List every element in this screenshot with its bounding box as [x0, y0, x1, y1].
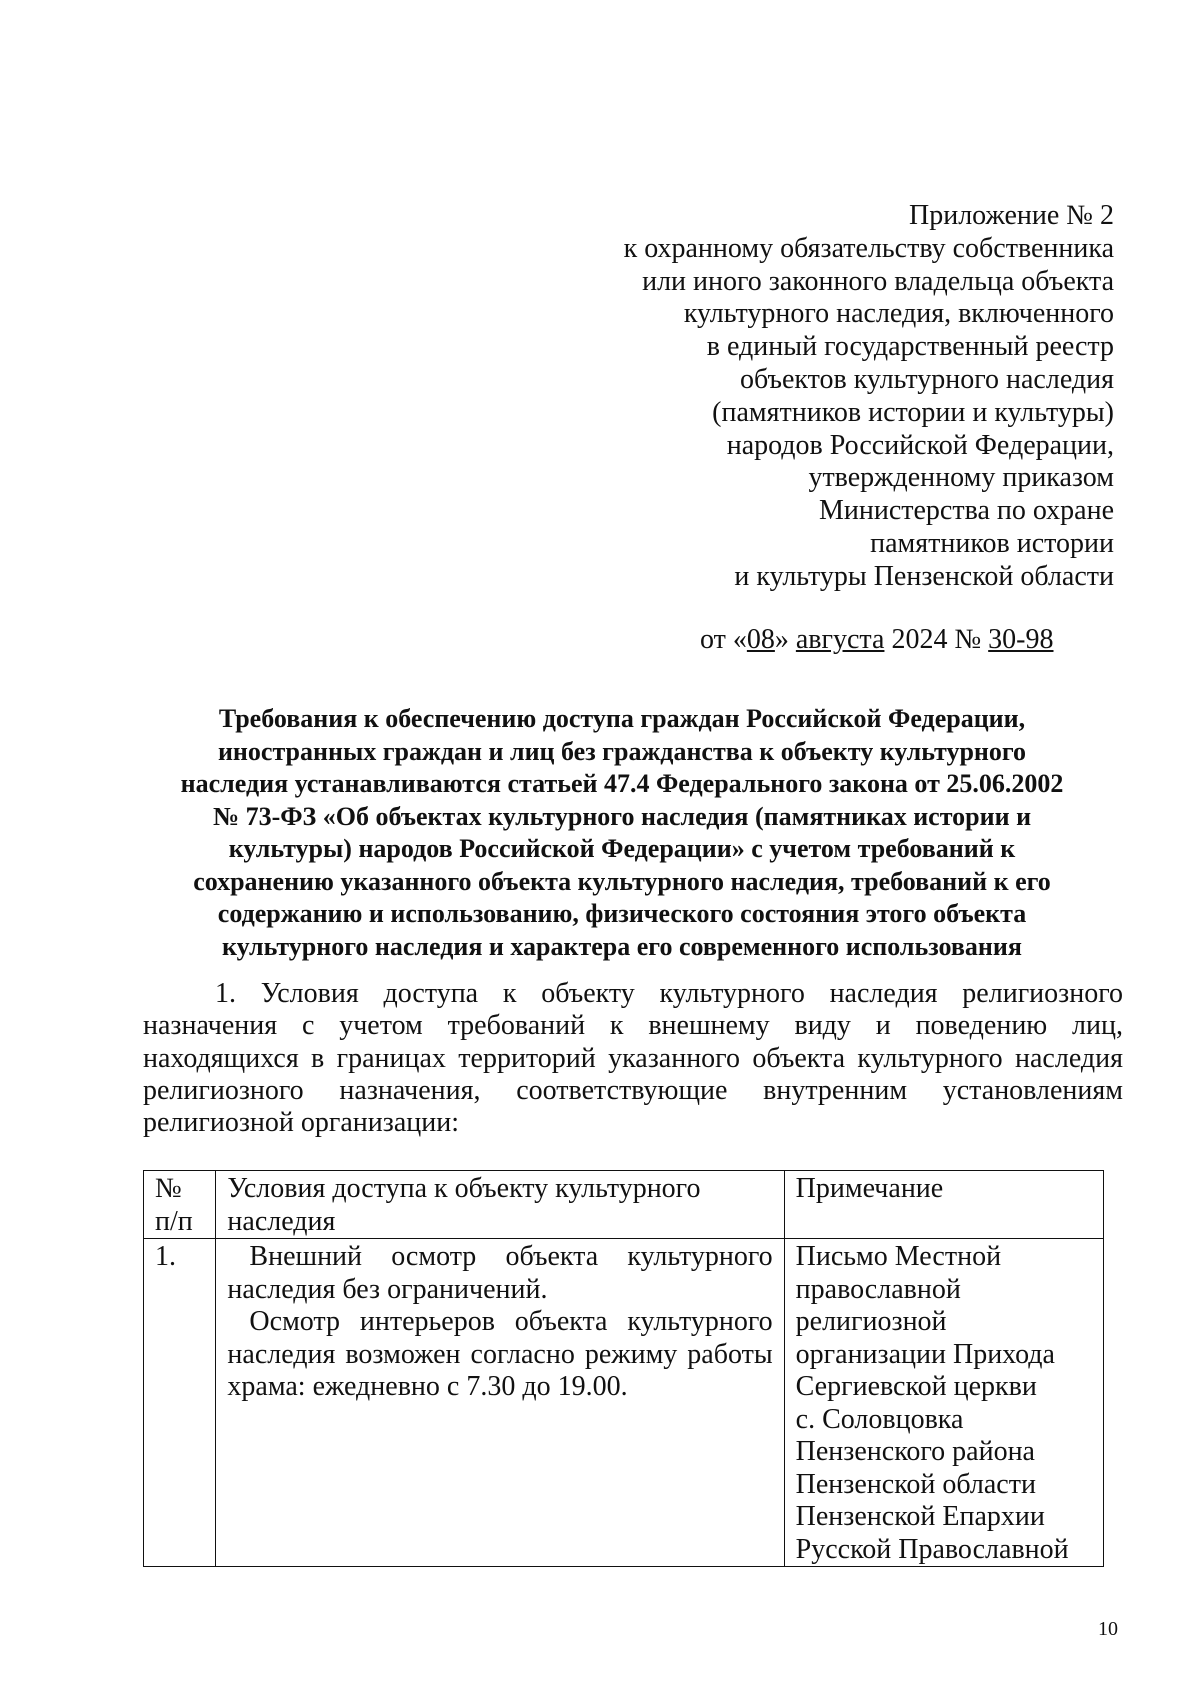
note-line: Пензенского района — [795, 1436, 1035, 1467]
annex-line: Министерства по охране — [818, 495, 1114, 527]
date-year: 2024 № — [884, 624, 989, 655]
header-note: Примечание — [784, 1171, 1103, 1239]
annex-line: (памятников истории и культуры) — [712, 396, 1114, 428]
annex-line: к охранному обязательству собственника — [623, 232, 1114, 264]
annex-line: культурного наследия, включенного — [683, 298, 1114, 330]
access-conditions-paragraph: 1. Условия доступа к объекту культурного наследия религиозного назначения с учетом требований к внешнему виду и поведению лиц, находящихся в границах территорий указанного объекта культурного наследия религиозного назначения, соответствующие внутренним установлениям религиозной организации: — [143, 978, 1123, 1139]
annex-line: объектов культурного наследия — [739, 363, 1114, 395]
note-line: Письмо Местной — [795, 1241, 1002, 1272]
note-line: с. Соловцовка — [795, 1403, 964, 1435]
note-line: Пензенской Епархии — [795, 1501, 1045, 1532]
header-number: № п/п — [144, 1171, 216, 1239]
condition-interior: Осмотр интерьеров объекта культурного наследия возможен согласно режиму работы храма: ежедневно с 7.30 до 19.00. — [227, 1306, 773, 1402]
date-prefix: от « — [700, 624, 747, 655]
table-row — [144, 1239, 1104, 1567]
title-line: сохранению указанного объекта культурного наследия, требований к его — [193, 866, 1051, 896]
note-line: Русской Православной — [795, 1533, 1069, 1565]
row-number: 1. — [144, 1239, 216, 1567]
row-note — [784, 1239, 1103, 1567]
annex-line: памятников истории — [870, 527, 1114, 559]
title-line: содержанию и использованию, физического состояния этого объекта — [217, 899, 1027, 928]
annex-header — [514, 200, 1114, 594]
note-line: организации Прихода — [795, 1338, 1055, 1370]
date-mid: » — [774, 624, 796, 655]
annex-line: утвержденному приказом — [808, 462, 1114, 494]
page-number: 10 — [1098, 1618, 1118, 1640]
annex-line: в единый государственный реестр — [706, 331, 1114, 363]
note-line: религиозной — [795, 1306, 947, 1337]
title-line: культурного наследия и характера его современного использования — [222, 931, 1022, 961]
title-line: иностранных граждан и лиц без гражданства к объекту культурного — [217, 736, 1027, 766]
date-day: 08 — [746, 624, 775, 655]
condition-exterior: Внешний осмотр объекта культурного наследия без ограничений. — [227, 1241, 773, 1305]
requirements-title — [150, 703, 1094, 963]
row-conditions — [216, 1239, 784, 1567]
header-conditions: Условия доступа к объекту культурного наследия — [216, 1171, 784, 1239]
date-month: августа — [795, 624, 885, 655]
title-line: наследия устанавливаются статьей 47.4 Федерального закона от 25.06.2002 — [180, 769, 1064, 798]
title-line: № 73-ФЗ «Об объектах культурного наследия (памятниках истории и — [212, 801, 1032, 831]
note-line: православной — [795, 1273, 961, 1305]
annex-line: народов Российской Федерации, — [726, 429, 1114, 461]
annex-line: и культуры Пензенской области — [734, 560, 1114, 592]
title-line: культуры) народов Российской Федерации» с учетом требований к — [228, 834, 1016, 863]
note-line: Пензенской области — [795, 1468, 1036, 1500]
order-number: 30-98 — [988, 624, 1054, 655]
table-header-row — [144, 1171, 1104, 1239]
access-conditions-table — [143, 1170, 1104, 1567]
annex-line: Приложение № 2 — [909, 200, 1114, 231]
annex-line: или иного законного владельца объекта — [642, 265, 1114, 297]
title-line: Требования к обеспечению доступа граждан Российской Федерации, — [218, 704, 1026, 733]
order-date-line — [700, 624, 1054, 656]
note-line: Сергиевской церкви — [795, 1371, 1037, 1402]
